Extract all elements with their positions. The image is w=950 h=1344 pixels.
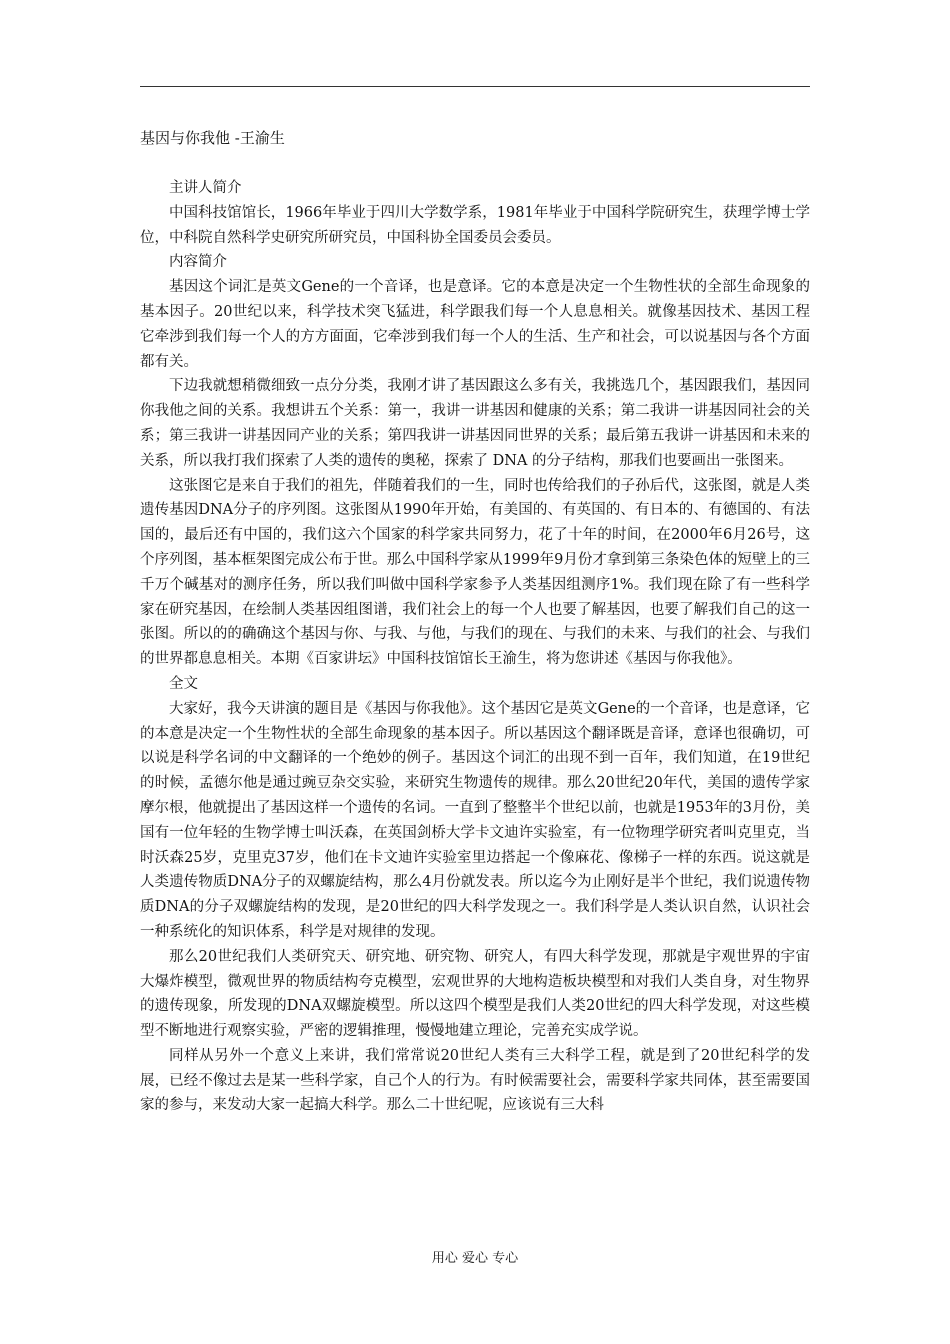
full-text-paragraph: 大家好，我今天讲演的题目是《基因与你我他》。这个基因它是英文Gene的一个音译，也是意译，它的本意是决定一个生物性状的全部生命现象的基本因子。所以基因这个翻译既是音译，意译也很确切，可以说是科学名词的中文翻译的一个绝妙的例子。基因这个词汇的出现不到一百年，我们知道，在19世纪的时候，孟德尔他是通过豌豆杂交实验，来研究生物遗传的规律。那么20世纪20年代，美国的遗传学家摩尔根，他就提出了基因这样一个遗传的名词。一直到了整整半个世纪以前，也就是1953年的3月份，美国有一位年轻的生物学博士叫沃森，在英国剑桥大学卡文迪许实验室，有一位物理学研究者叫克里克，当时沃森25岁，克里克37岁，他们在卡文迪许实验室里边搭起一个像麻花、像梯子一样的东西。说这就是人类遗传物质DNA分子的双螺旋结构，那么4月份就发表。所以迄今为止刚好是半个世纪，我们说遗传物质DNA的分子双螺旋结构的发现，是20世纪的四大科学发现之一。我们科学是人类认识自然，认识社会一种系统化的知识体系，科学是对规律的发现。	[140, 700, 810, 940]
document-body	[140, 176, 810, 1118]
speaker-intro-paragraph: 中国科技馆馆长，1966年毕业于四川大学数学系，1981年毕业于中国科学院研究生，获理学博士学位，中科院自然科学史研究所研究员，中国科协全国委员会委员。	[140, 204, 810, 246]
header-rule	[140, 86, 810, 87]
summary-paragraph: 下边我就想稍微细致一点分分类，我刚才讲了基因跟这么多有关，我挑选几个，基因跟我们，基因同你我他之间的关系。我想讲五个关系：第一，我讲一讲基因和健康的关系；第二我讲一讲基因同社会的关系；第三我讲一讲基因同产业的关系；第四我讲一讲基因同世界的关系；最后第五我讲一讲基因和未来的关系，所以我打我们探索了人类的遗传的奥秘，探索了 DNA 的分子结构，那我们也要画出一张图来。	[140, 378, 810, 469]
full-text-paragraph: 同样从另外一个意义上来讲，我们常常说20世纪人类有三大科学工程，就是到了20世纪科学的发展，已经不像过去是某一些科学家，自己个人的行为。有时候需要社会，需要科学家共同体，甚至需要国家的参与，来发动大家一起搞大科学。那么二十世纪呢，应该说有三大科	[140, 1047, 810, 1114]
full-text-paragraph: 那么20世纪我们人类研究天、研究地、研究物、研究人，有四大科学发现，那就是宇观世界的宇宙大爆炸模型，微观世界的物质结构夸克模型，宏观世界的大地构造板块模型和对我们人类自身，对生物界的遗传现象，所发现的DNA双螺旋模型。所以这四个模型是我们人类20世纪的四大科学发现，对这些模型不断地进行观察实验，严密的逻辑推理，慢慢地建立理论，完善充实成学说。	[140, 948, 810, 1040]
summary-paragraph: 这张图它是来自于我们的祖先，伴随着我们的一生，同时也传给我们的子孙后代，这张图，就是人类遗传基因DNA分子的序列图。这张图从1990年开始，有美国的、有英国的、有日本的、有德国的、有法国的，最后还有中国的，我们这六个国家的科学家共同努力，花了十年的时间，在2000年6月26号，这个序列图，基本框架图完成公布于世。那么中国科学家从1999年9月份才拿到第三条染色体的短壁上的三千万个碱基对的测序任务，所以我们叫做中国科学家参予人类基因组测序1%。我们现在除了有一些科学家在研究基因，在绘制人类基因组图谱，我们社会上的每一个人也要了解基因，也要了解我们自己的这一张图。所以的的确确这个基因与你、与我、与他，与我们的现在、与我们的未来、与我们的社会、与我们的世界都息息相关。本期《百家讲坛》中国科技馆馆长王渝生，将为您讲述《基因与你我他》。	[140, 477, 810, 668]
section-heading-full-text: 全文	[169, 675, 198, 692]
section-heading-speaker-intro: 主讲人简介	[169, 180, 242, 196]
section-heading-content-summary: 内容简介	[169, 254, 227, 271]
summary-paragraph: 基因这个词汇是英文Gene的一个音译，也是意译。它的本意是决定一个生物性状的全部生命现象的基本因子。20世纪以来，科学技术突飞猛进，科学跟我们每一个人息息相关。就像基因技术、基因工程它牵涉到我们每一个人的方方面面，它牵涉到我们每一个人的生活、生产和社会，可以说基因与各个方面都有关。	[140, 279, 810, 370]
document-title: 基因与你我他 -王渝生	[140, 129, 285, 147]
page-footer: 用心 爱心 专心	[431, 1251, 519, 1266]
